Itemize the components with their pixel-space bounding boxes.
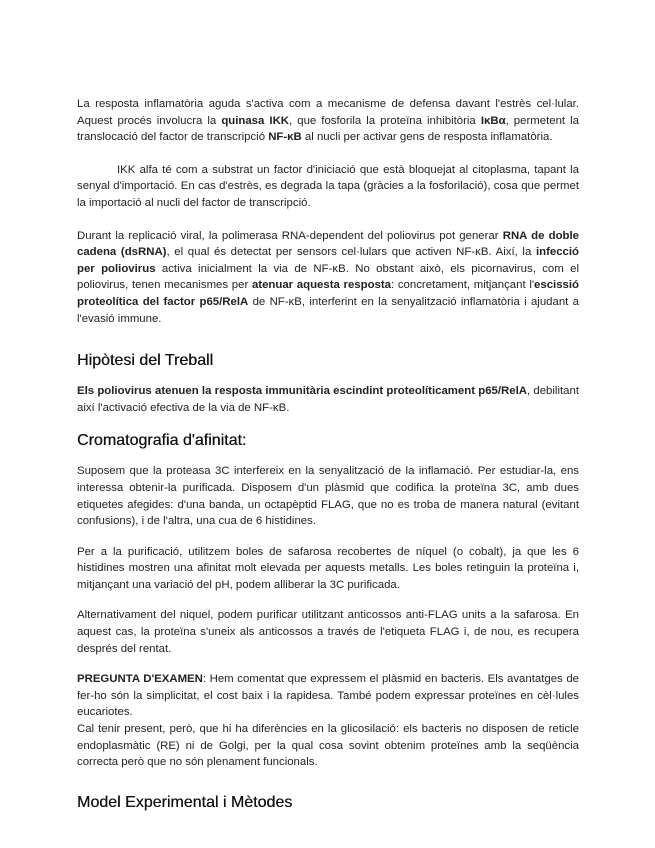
paragraph-nickel-purification: Per a la purificació, utilitzem boles de safarosa recobertes de níquel (o cobalt), ja que les 6 histidines mostren una afinitat molt elevada per aquests metalls. Les boles retinguin la proteïna i, mitjançant una variació del pH, podem alliberar la 3C purificada. <box>77 545 579 591</box>
paragraph-hypothesis: Els poliovirus atenuen la resposta immunitària escindint proteolíticament p65/RelA, debilitant així l'activació efectiva de la via de NF-κB. <box>77 385 579 414</box>
paragraph-ikk-alpha: IKK alfa té com a substrat un factor d'iniciació que està bloquejat al citoplasma, tapant la senyal d'importació. En cas d'estrès, es degrada la tapa (gràcies a la fosforilació), cosa que permet la importació al nucli del factor de transcripció. <box>77 163 579 209</box>
paragraph-anti-flag: Alternativament del niquel, podem purificar utilitzant anticossos anti-FLAG units a la safarosa. En aquest cas, la proteïna s'uneix als anticossos a través de l'etiqueta FLAG i, de nou, es recupera després del rentat. <box>77 609 579 655</box>
paragraph-glycosylation: Cal tenir present, però, que hi ha diferències en la glicosilació: els bacteris no disposen de reticle endoplasmàtic (RE) ni de Golgi, per la qual cosa sovint obtenim proteïnes amb la seqüència correcta però que no són plenament funcionals. <box>77 723 579 769</box>
document-page <box>77 96 579 813</box>
paragraph-poliovirus: Durant la replicació viral, la polimerasa RNA-dependent del poliovirus pot generar RNA de doble cadena (dsRNA), el qual és detectat per sensors cel·lulars que activen NF-κB. Així, la infecció per poliovirus activa inicialment la via de NF-κB. No obstant això, els picornavirus, com el poliovirus, tenen mecanismes per atenuar aquesta resposta: concretament, mitjançant l'escissió proteolítica del factor p65/RelA de NF-κB, interferint en la senyalització inflamatòria i ajudant a l'evasió immune. <box>77 229 580 325</box>
paragraph-protease-3c: Suposem que la proteasa 3C interfereix en la senyalització de la inflamació. Per estudiar-la, ens interessa obtenir-la purificada. Disposem d'un plàsmid que codifica la proteïna 3C, amb dues etiquetes afegides: d'una banda, un octapèptid FLAG, que no es troba de manera natural (evitant confusions), i de l'altra, una cua de 6 histidines. <box>77 465 579 528</box>
heading-affinity-chromatography: Cromatografia d'afinitat: <box>77 432 247 450</box>
paragraph-exam-question: PREGUNTA D'EXAMEN: Hem comentat que expressem el plàsmid en bacteris. Els avantatges de fer-ho són la simplicitat, el cost baix i la rapidesa. També podem expressar proteïnes en cèl·lules eucariotes. <box>77 673 579 719</box>
paragraph-inflammation: La resposta inflamatòria aguda s'activa com a mecanisme de defensa davant l'estrès cel·lular. Aquest procés involucra la quinasa IKK, que fosforila la proteïna inhibitòria IκBα, permetent la translocació del factor de transcripció NF-κB al nucli per activar gens de resposta inflamatòria. <box>77 98 579 144</box>
heading-hypothesis: Hipòtesi del Treball <box>77 352 214 370</box>
heading-experimental-model: Model Experimental i Mètodes <box>77 793 293 811</box>
